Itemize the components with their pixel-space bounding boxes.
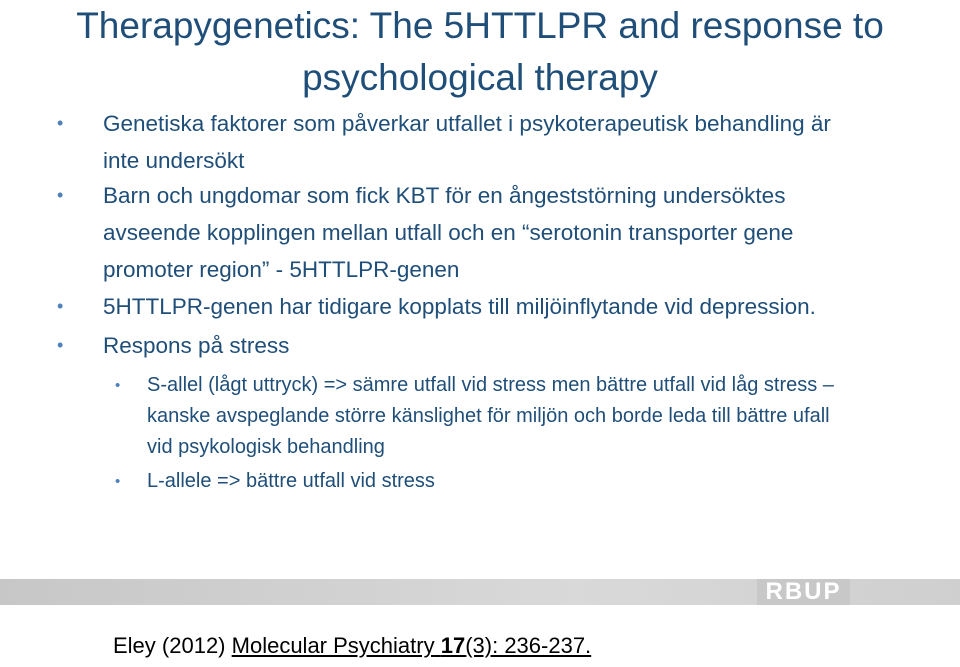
bullet-line: avseende kopplingen mellan utfall och en “serotonin transporter gene (103, 220, 794, 245)
subbullet-line: S-allel (lågt uttryck) => sämre utfall vid stress men bättre utfall vid låg stress – (147, 374, 834, 396)
rbup-logo-text: RBUP (765, 578, 842, 605)
subbullet-line: kanske avspeglande större känslighet för miljön och borde leda till bättre ufall (147, 405, 830, 427)
subbullet-dot-icon: • (115, 473, 121, 490)
bullet-line: 5HTTLPR-genen har tidigare kopplats till miljöinflytande vid depression. (103, 294, 816, 319)
citation-volume: 17 (440, 633, 466, 658)
bullet-item (57, 327, 953, 364)
subbullet-line: vid psykologisk behandling (147, 436, 385, 458)
bullet-item (57, 288, 953, 325)
bullet-dot-icon: • (57, 335, 64, 355)
bullet-dot-icon: • (57, 113, 64, 133)
citation-journal-link[interactable] (232, 633, 592, 658)
bullet-line: promoter region” - 5HTTLPR-genen (103, 257, 460, 282)
slide-title (20, 0, 940, 104)
citation-pages: (3): 236-237. (465, 633, 592, 658)
citation-author: Eley (2012) (113, 633, 226, 658)
bullet-dot-icon: • (57, 296, 64, 316)
bullet-item (57, 177, 953, 288)
rbup-logo (757, 579, 850, 605)
citation-journal: Molecular Psychiatry (231, 633, 435, 658)
subbullet-dot-icon: • (115, 377, 121, 394)
bullet-line: Genetiska faktorer som påverkar utfallet i psykoterapeutisk behandling är (103, 111, 831, 136)
bullet-dot-icon: • (57, 185, 64, 205)
slide-title-line-2: psychological therapy (302, 57, 658, 98)
slide-title-line-1: Therapygenetics: The 5HTTLPR and response to (76, 5, 884, 46)
citation (113, 633, 591, 659)
subbullet-item (115, 370, 957, 463)
bullet-line: Respons på stress (103, 333, 290, 358)
bullet-line: inte undersökt (103, 148, 245, 173)
subbullet-item (115, 466, 957, 497)
bullet-item (57, 105, 953, 179)
subbullet-line: L-allele => bättre utfall vid stress (147, 470, 435, 492)
bullet-line: Barn och ungdomar som fick KBT för en ångeststörning undersöktes (103, 183, 786, 208)
